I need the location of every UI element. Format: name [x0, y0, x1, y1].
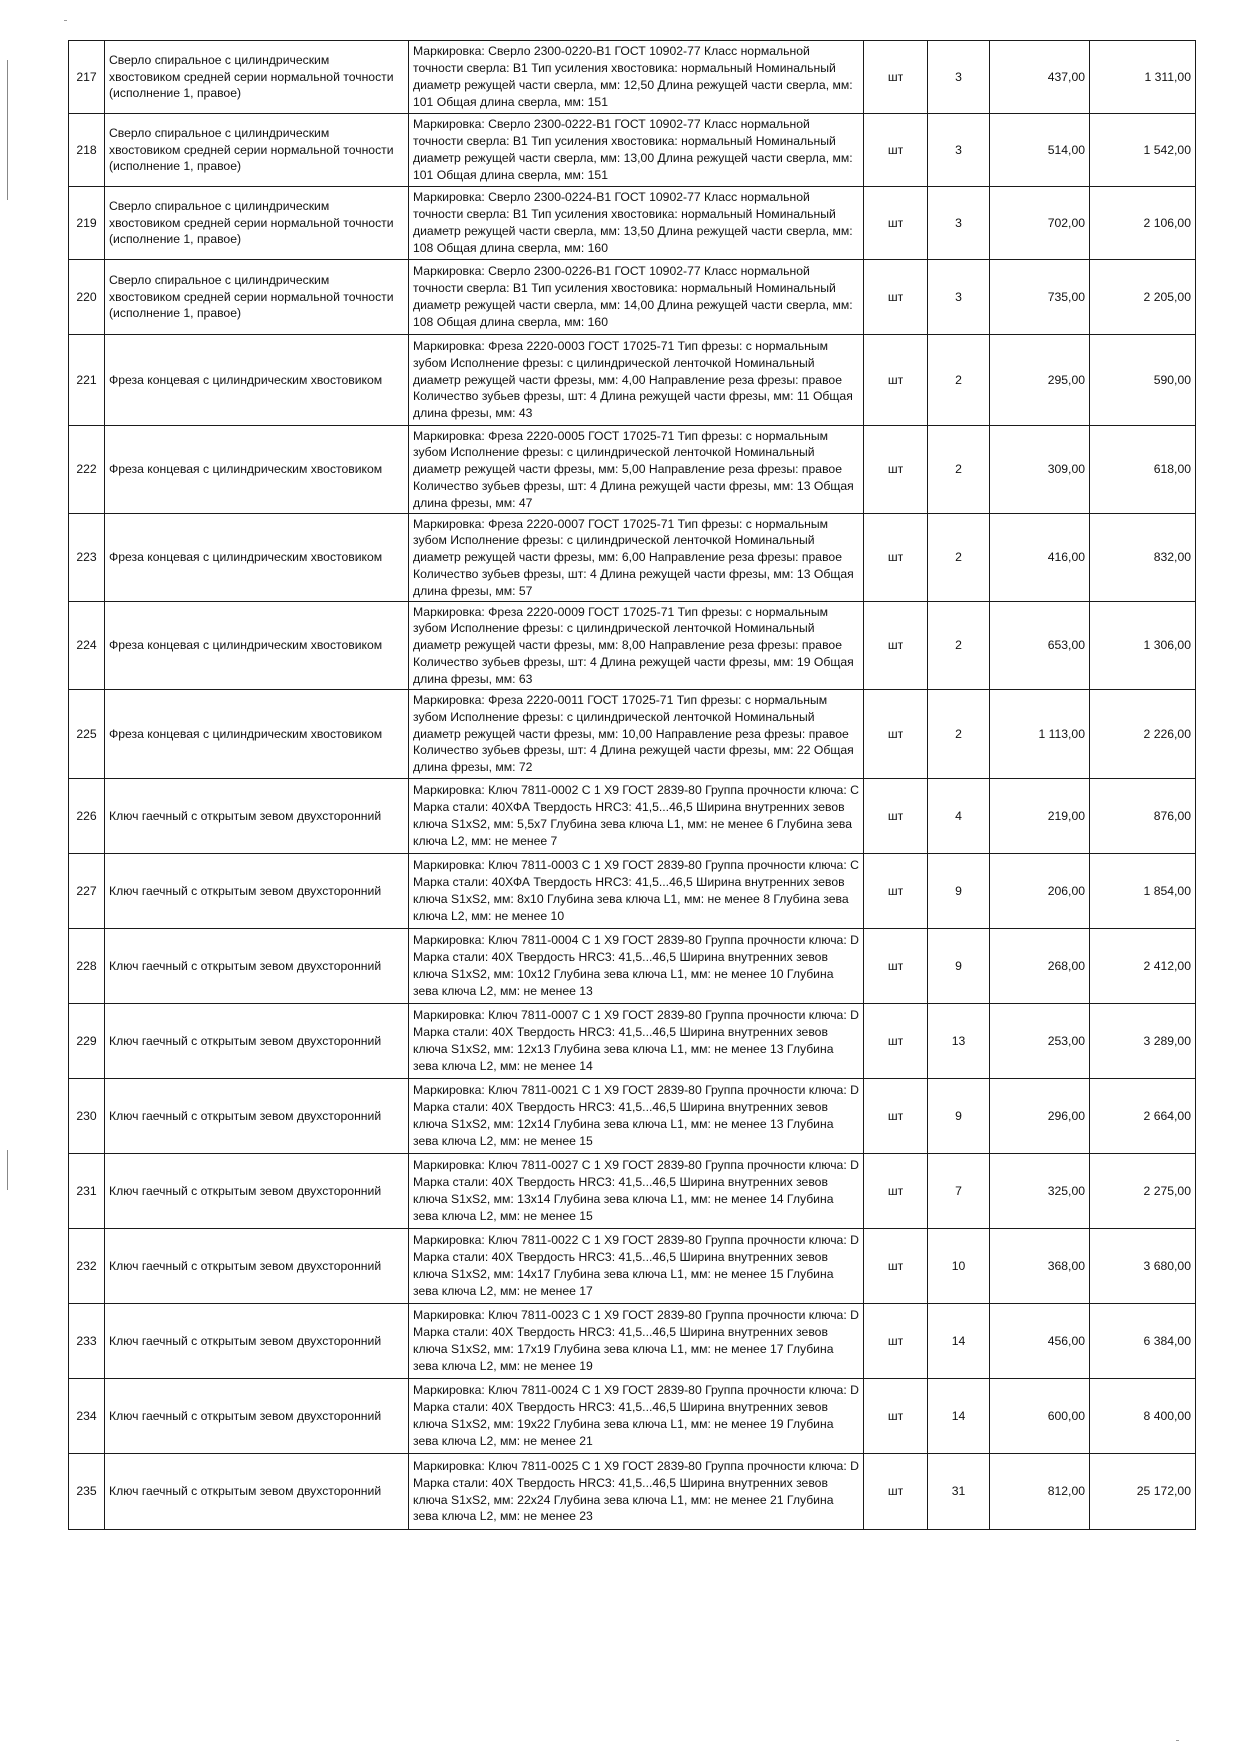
- quantity: 2: [928, 514, 990, 602]
- item-description: Маркировка: Сверло 2300-0224-В1 ГОСТ 10902-77 Класс нормальной точности сверла: В1 Тип усиления хвостовика: нормальный Номинальный диаметр режущей части сверла, мм: 13,50 Длина режущей части сверла, мм: 108 Общая длина сверла, мм: 160: [409, 187, 864, 260]
- quantity: 9: [928, 929, 990, 1004]
- line-total: 1 542,00: [1090, 114, 1196, 187]
- row-number: 221: [69, 335, 105, 426]
- line-total: 3 289,00: [1090, 1004, 1196, 1079]
- item-description: Маркировка: Ключ 7811-0024 С 1 Х9 ГОСТ 2839-80 Группа прочности ключа: D Марка стали: 40Х Твердость HRC3: 41,5...46,5 Ширина внутренних зевов ключа S1xS2, мм: 19x22 Глубина зева ключа L1, мм: не менее 19 Глубина зева ключа L2, мм: не менее 21: [409, 1379, 864, 1454]
- unit-of-measure: шт: [864, 187, 928, 260]
- unit-price: 206,00: [990, 854, 1090, 929]
- table-row: [69, 514, 1196, 602]
- row-number: 231: [69, 1154, 105, 1229]
- line-total: 8 400,00: [1090, 1379, 1196, 1454]
- unit-price: 368,00: [990, 1229, 1090, 1304]
- unit-of-measure: шт: [864, 1004, 928, 1079]
- item-name: Сверло спиральное с цилиндрическим хвостовиком средней серии нормальной точности (исполнение 1, правое): [105, 187, 409, 260]
- unit-of-measure: шт: [864, 41, 928, 114]
- item-description: Маркировка: Ключ 7811-0004 С 1 Х9 ГОСТ 2839-80 Группа прочности ключа: D Марка стали: 40Х Твердость HRC3: 41,5...46,5 Ширина внутренних зевов ключа S1xS2, мм: 10x12 Глубина зева ключа L1, мм: не менее 10 Глубина зева ключа L2, мм: не менее 13: [409, 929, 864, 1004]
- line-total: 2 664,00: [1090, 1079, 1196, 1154]
- line-total: 2 205,00: [1090, 260, 1196, 335]
- item-description: Маркировка: Сверло 2300-0220-В1 ГОСТ 10902-77 Класс нормальной точности сверла: В1 Тип усиления хвостовика: нормальный Номинальный диаметр режущей части сверла, мм: 12,50 Длина режущей части сверла, мм: 101 Общая длина сверла, мм: 151: [409, 41, 864, 114]
- unit-of-measure: шт: [864, 929, 928, 1004]
- row-number: 235: [69, 1454, 105, 1530]
- unit-of-measure: шт: [864, 114, 928, 187]
- item-description: Маркировка: Ключ 7811-0022 С 1 Х9 ГОСТ 2839-80 Группа прочности ключа: D Марка стали: 40Х Твердость HRC3: 41,5...46,5 Ширина внутренних зевов ключа S1xS2, мм: 14x17 Глубина зева ключа L1, мм: не менее 15 Глубина зева ключа L2, мм: не менее 17: [409, 1229, 864, 1304]
- item-name: Фреза концевая с цилиндрическим хвостовиком: [105, 426, 409, 514]
- table-row: [69, 1079, 1196, 1154]
- unit-of-measure: шт: [864, 260, 928, 335]
- unit-price: 812,00: [990, 1454, 1090, 1530]
- item-name: Ключ гаечный с открытым зевом двухсторонний: [105, 779, 409, 854]
- item-name: Фреза концевая с цилиндрическим хвостовиком: [105, 602, 409, 690]
- item-name: Ключ гаечный с открытым зевом двухсторонний: [105, 1004, 409, 1079]
- row-number: 218: [69, 114, 105, 187]
- unit-of-measure: шт: [864, 1379, 928, 1454]
- quantity: 3: [928, 41, 990, 114]
- row-number: 228: [69, 929, 105, 1004]
- table-row: [69, 41, 1196, 114]
- item-name: Ключ гаечный с открытым зевом двухсторонний: [105, 1304, 409, 1379]
- unit-of-measure: шт: [864, 602, 928, 690]
- line-total: 2 106,00: [1090, 187, 1196, 260]
- quantity: 31: [928, 1454, 990, 1530]
- quantity: 2: [928, 426, 990, 514]
- quantity: 7: [928, 1154, 990, 1229]
- row-number: 232: [69, 1229, 105, 1304]
- unit-price: 325,00: [990, 1154, 1090, 1229]
- unit-of-measure: шт: [864, 690, 928, 779]
- row-number: 227: [69, 854, 105, 929]
- item-description: Маркировка: Фреза 2220-0005 ГОСТ 17025-71 Тип фрезы: с нормальным зубом Исполнение фрезы: с цилиндрической ленточкой Номинальный диаметр режущей части фрезы, мм: 5,00 Направление реза фрезы: правое Количество зубьев фрезы, шт: 4 Длина режущей части фрезы, мм: 13 Общая длина фрезы, мм: 47: [409, 426, 864, 514]
- item-description: Маркировка: Ключ 7811-0003 С 1 Х9 ГОСТ 2839-80 Группа прочности ключа: С Марка стали: 40ХФА Твердость HRC3: 41,5...46,5 Ширина внутренних зевов ключа S1xS2, мм: 8x10 Глубина зева ключа L1, мм: не менее 8 Глубина зева ключа L2, мм: не менее 10: [409, 854, 864, 929]
- scan-margin-mark: [7, 60, 8, 200]
- unit-price: 702,00: [990, 187, 1090, 260]
- quantity: 14: [928, 1304, 990, 1379]
- table-row: [69, 187, 1196, 260]
- line-total: 6 384,00: [1090, 1304, 1196, 1379]
- item-name: Ключ гаечный с открытым зевом двухсторонний: [105, 1229, 409, 1304]
- row-number: 219: [69, 187, 105, 260]
- row-number: 217: [69, 41, 105, 114]
- item-name: Ключ гаечный с открытым зевом двухсторонний: [105, 1154, 409, 1229]
- table-row: [69, 854, 1196, 929]
- item-name: Ключ гаечный с открытым зевом двухсторонний: [105, 929, 409, 1004]
- table-row: [69, 335, 1196, 426]
- quantity: 3: [928, 260, 990, 335]
- item-description: Маркировка: Фреза 2220-0003 ГОСТ 17025-71 Тип фрезы: с нормальным зубом Исполнение фрезы: с цилиндрической ленточкой Номинальный диаметр режущей части фрезы, мм: 4,00 Направление реза фрезы: правое Количество зубьев фрезы, шт: 4 Длина режущей части фрезы, мм: 11 Общая длина фрезы, мм: 43: [409, 335, 864, 426]
- row-number: 230: [69, 1079, 105, 1154]
- unit-of-measure: шт: [864, 1154, 928, 1229]
- item-description: Маркировка: Фреза 2220-0007 ГОСТ 17025-71 Тип фрезы: с нормальным зубом Исполнение фрезы: с цилиндрической ленточкой Номинальный диаметр режущей части фрезы, мм: 6,00 Направление реза фрезы: правое Количество зубьев фрезы, шт: 4 Длина режущей части фрезы, мм: 13 Общая длина фрезы, мм: 57: [409, 514, 864, 602]
- unit-price: 253,00: [990, 1004, 1090, 1079]
- unit-of-measure: шт: [864, 1229, 928, 1304]
- line-total: 1 306,00: [1090, 602, 1196, 690]
- specification-table: [68, 40, 1196, 1530]
- table-row: [69, 114, 1196, 187]
- line-total: 2 412,00: [1090, 929, 1196, 1004]
- line-total: 2 226,00: [1090, 690, 1196, 779]
- unit-price: 600,00: [990, 1379, 1090, 1454]
- line-total: 1 854,00: [1090, 854, 1196, 929]
- item-name: Фреза концевая с цилиндрическим хвостовиком: [105, 335, 409, 426]
- unit-price: 456,00: [990, 1304, 1090, 1379]
- table-row: [69, 1004, 1196, 1079]
- unit-of-measure: шт: [864, 1304, 928, 1379]
- unit-price: 309,00: [990, 426, 1090, 514]
- table-row: [69, 1454, 1196, 1530]
- table-row: [69, 1304, 1196, 1379]
- line-total: 1 311,00: [1090, 41, 1196, 114]
- line-total: 832,00: [1090, 514, 1196, 602]
- line-total: 618,00: [1090, 426, 1196, 514]
- row-number: 220: [69, 260, 105, 335]
- quantity: 9: [928, 854, 990, 929]
- unit-price: 268,00: [990, 929, 1090, 1004]
- quantity: 3: [928, 187, 990, 260]
- quantity: 13: [928, 1004, 990, 1079]
- table-row: [69, 260, 1196, 335]
- table-row: [69, 1229, 1196, 1304]
- row-number: 224: [69, 602, 105, 690]
- item-name: Ключ гаечный с открытым зевом двухсторонний: [105, 854, 409, 929]
- unit-price: 653,00: [990, 602, 1090, 690]
- item-description: Маркировка: Фреза 2220-0011 ГОСТ 17025-71 Тип фрезы: с нормальным зубом Исполнение фрезы: с цилиндрической ленточкой Номинальный диаметр режущей части фрезы, мм: 10,00 Направление реза фрезы: правое Количество зубьев фрезы, шт: 4 Длина режущей части фрезы, мм: 22 Общая длина фрезы, мм: 72: [409, 690, 864, 779]
- table-body: [69, 41, 1196, 1530]
- unit-price: 295,00: [990, 335, 1090, 426]
- unit-of-measure: шт: [864, 779, 928, 854]
- table-row: [69, 779, 1196, 854]
- item-description: Маркировка: Ключ 7811-0027 С 1 Х9 ГОСТ 2839-80 Группа прочности ключа: D Марка стали: 40Х Твердость HRC3: 41,5...46,5 Ширина внутренних зевов ключа S1xS2, мм: 13x14 Глубина зева ключа L1, мм: не менее 14 Глубина зева ключа L2, мм: не менее 15: [409, 1154, 864, 1229]
- line-total: 3 680,00: [1090, 1229, 1196, 1304]
- unit-of-measure: шт: [864, 1454, 928, 1530]
- unit-of-measure: шт: [864, 1079, 928, 1154]
- table-row: [69, 929, 1196, 1004]
- quantity: 2: [928, 335, 990, 426]
- table-row: [69, 690, 1196, 779]
- unit-price: 514,00: [990, 114, 1090, 187]
- quantity: 2: [928, 602, 990, 690]
- row-number: 234: [69, 1379, 105, 1454]
- line-total: 25 172,00: [1090, 1454, 1196, 1530]
- item-name: Сверло спиральное с цилиндрическим хвостовиком средней серии нормальной точности (исполнение 1, правое): [105, 260, 409, 335]
- quantity: 3: [928, 114, 990, 187]
- item-description: Маркировка: Ключ 7811-0002 С 1 Х9 ГОСТ 2839-80 Группа прочности ключа: С Марка стали: 40ХФА Твердость HRC3: 41,5...46,5 Ширина внутренних зевов ключа S1xS2, мм: 5,5x7 Глубина зева ключа L1, мм: не менее 6 Глубина зева ключа L2, мм: не менее 7: [409, 779, 864, 854]
- scan-margin-mark: [7, 1150, 8, 1190]
- scan-speck: [64, 20, 67, 21]
- row-number: 223: [69, 514, 105, 602]
- quantity: 2: [928, 690, 990, 779]
- item-description: Маркировка: Фреза 2220-0009 ГОСТ 17025-71 Тип фрезы: с нормальным зубом Исполнение фрезы: с цилиндрической ленточкой Номинальный диаметр режущей части фрезы, мм: 8,00 Направление реза фрезы: правое Количество зубьев фрезы, шт: 4 Длина режущей части фрезы, мм: 19 Общая длина фрезы, мм: 63: [409, 602, 864, 690]
- row-number: 233: [69, 1304, 105, 1379]
- item-description: Маркировка: Сверло 2300-0226-В1 ГОСТ 10902-77 Класс нормальной точности сверла: В1 Тип усиления хвостовика: нормальный Номинальный диаметр режущей части сверла, мм: 14,00 Длина режущей части сверла, мм: 108 Общая длина сверла, мм: 160: [409, 260, 864, 335]
- unit-price: 735,00: [990, 260, 1090, 335]
- line-total: 2 275,00: [1090, 1154, 1196, 1229]
- unit-price: 219,00: [990, 779, 1090, 854]
- unit-of-measure: шт: [864, 426, 928, 514]
- table-row: [69, 602, 1196, 690]
- item-name: Ключ гаечный с открытым зевом двухсторонний: [105, 1379, 409, 1454]
- unit-of-measure: шт: [864, 854, 928, 929]
- unit-price: 296,00: [990, 1079, 1090, 1154]
- unit-price: 416,00: [990, 514, 1090, 602]
- item-name: Сверло спиральное с цилиндрическим хвостовиком средней серии нормальной точности (исполнение 1, правое): [105, 114, 409, 187]
- item-description: Маркировка: Ключ 7811-0007 С 1 Х9 ГОСТ 2839-80 Группа прочности ключа: D Марка стали: 40Х Твердость HRC3: 41,5...46,5 Ширина внутренних зевов ключа S1xS2, мм: 12x13 Глубина зева ключа L1, мм: не менее 13 Глубина зева ключа L2, мм: не менее 14: [409, 1004, 864, 1079]
- quantity: 4: [928, 779, 990, 854]
- item-name: Ключ гаечный с открытым зевом двухсторонний: [105, 1454, 409, 1530]
- item-description: Маркировка: Ключ 7811-0023 С 1 Х9 ГОСТ 2839-80 Группа прочности ключа: D Марка стали: 40Х Твердость HRC3: 41,5...46,5 Ширина внутренних зевов ключа S1xS2, мм: 17x19 Глубина зева ключа L1, мм: не менее 17 Глубина зева ключа L2, мм: не менее 19: [409, 1304, 864, 1379]
- table-row: [69, 426, 1196, 514]
- table-row: [69, 1154, 1196, 1229]
- quantity: 14: [928, 1379, 990, 1454]
- line-total: 876,00: [1090, 779, 1196, 854]
- item-name: Фреза концевая с цилиндрическим хвостовиком: [105, 690, 409, 779]
- row-number: 229: [69, 1004, 105, 1079]
- row-number: 226: [69, 779, 105, 854]
- item-description: Маркировка: Ключ 7811-0025 С 1 Х9 ГОСТ 2839-80 Группа прочности ключа: D Марка стали: 40Х Твердость HRC3: 41,5...46,5 Ширина внутренних зевов ключа S1xS2, мм: 22x24 Глубина зева ключа L1, мм: не менее 21 Глубина зева ключа L2, мм: не менее 23: [409, 1454, 864, 1530]
- row-number: 222: [69, 426, 105, 514]
- table-row: [69, 1379, 1196, 1454]
- unit-price: 437,00: [990, 41, 1090, 114]
- line-total: 590,00: [1090, 335, 1196, 426]
- unit-price: 1 113,00: [990, 690, 1090, 779]
- unit-of-measure: шт: [864, 335, 928, 426]
- unit-of-measure: шт: [864, 514, 928, 602]
- row-number: 225: [69, 690, 105, 779]
- quantity: 9: [928, 1079, 990, 1154]
- scan-speck: [1176, 1740, 1179, 1741]
- item-name: Сверло спиральное с цилиндрическим хвостовиком средней серии нормальной точности (исполнение 1, правое): [105, 41, 409, 114]
- item-name: Фреза концевая с цилиндрическим хвостовиком: [105, 514, 409, 602]
- item-name: Ключ гаечный с открытым зевом двухсторонний: [105, 1079, 409, 1154]
- item-description: Маркировка: Сверло 2300-0222-В1 ГОСТ 10902-77 Класс нормальной точности сверла: В1 Тип усиления хвостовика: нормальный Номинальный диаметр режущей части сверла, мм: 13,00 Длина режущей части сверла, мм: 101 Общая длина сверла, мм: 151: [409, 114, 864, 187]
- quantity: 10: [928, 1229, 990, 1304]
- item-description: Маркировка: Ключ 7811-0021 С 1 Х9 ГОСТ 2839-80 Группа прочности ключа: D Марка стали: 40Х Твердость HRC3: 41,5...46,5 Ширина внутренних зевов ключа S1xS2, мм: 12x14 Глубина зева ключа L1, мм: не менее 13 Глубина зева ключа L2, мм: не менее 15: [409, 1079, 864, 1154]
